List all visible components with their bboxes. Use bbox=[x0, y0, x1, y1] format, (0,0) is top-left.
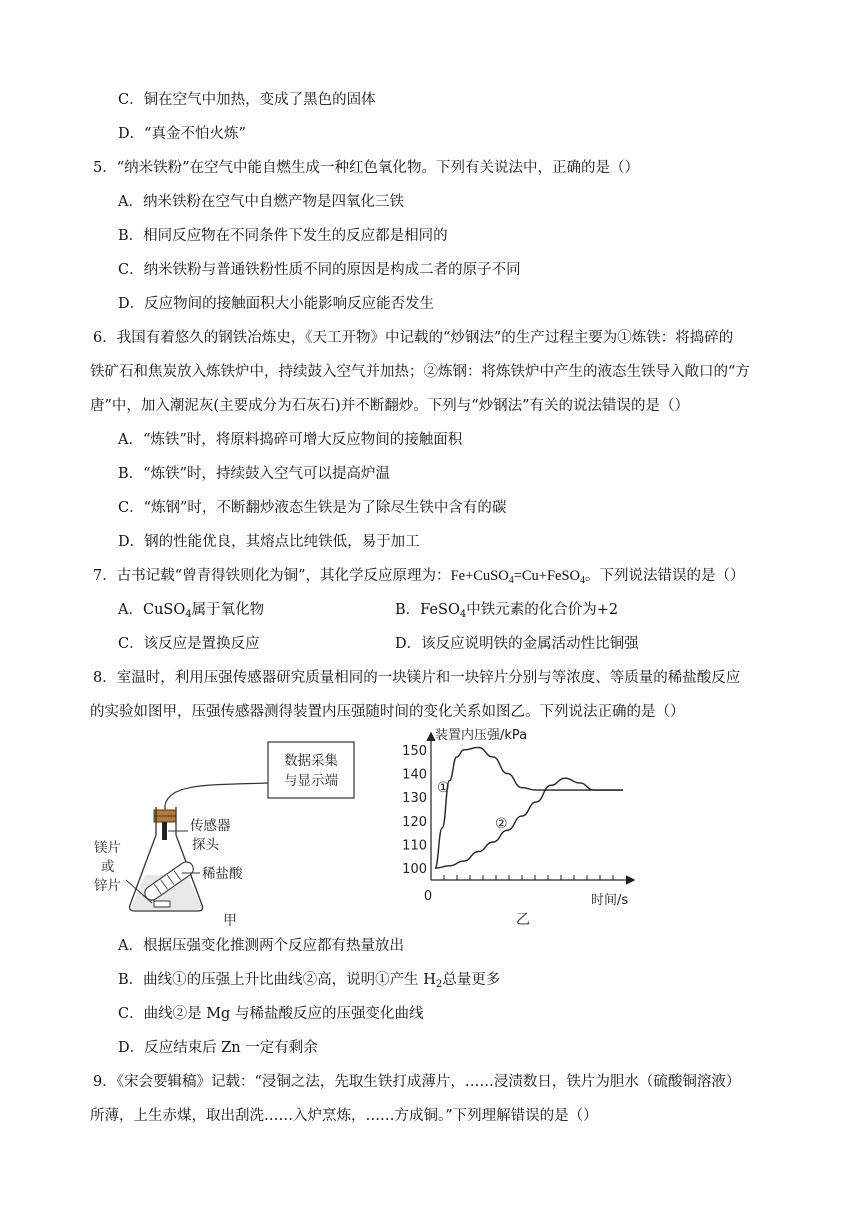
series-line-2 bbox=[435, 778, 623, 868]
metal-label-line3: 锌片 bbox=[94, 878, 121, 894]
q6-option-d: D．钢的性能优良，其熔点比纯铁低，易于加工 bbox=[118, 534, 420, 550]
acid-label: 稀盐酸 bbox=[202, 866, 243, 882]
q5-stem: 5．“纳米铁粉”在空气中能自燃生成一种红色氧化物。下列有关说法中，正确的是（） bbox=[93, 160, 640, 176]
metal-strip bbox=[154, 901, 170, 907]
metal-label-line1: 镁片 bbox=[94, 840, 121, 856]
q6-option-a: A．“炼铁”时，将原料捣碎可增大反应物间的接触面积 bbox=[118, 432, 463, 448]
q8-option-b: B．曲线①的压强上升比曲线②高，说明①产生 $H_2$总量更多 bbox=[118, 972, 501, 990]
q9-stem-line2: 所薄，上生赤煤，取出刮洗……入炉烹炼，……方成铜。”下列理解错误的是（） bbox=[90, 1108, 598, 1124]
y-tick-label: 130 bbox=[402, 791, 427, 807]
curve-1-label: ① bbox=[437, 780, 450, 796]
q6-option-b: B．“炼铁”时，持续鼓入空气可以提高炉温 bbox=[118, 466, 390, 482]
figure-caption-yi: 乙 bbox=[516, 912, 530, 928]
q7-stem bbox=[93, 566, 745, 591]
q8-option-a: A．根据压强变化推测两个反应都有热量放出 bbox=[118, 938, 404, 954]
q9-stem-line1: 9．《宋会要辑稿》记载：“浸铜之法，先取生铁打成薄片，……浸渍数日，铁片为胆水（硫酸铜溶液） bbox=[93, 1074, 741, 1090]
y-tick-label: 120 bbox=[402, 814, 427, 830]
y-tick-label: 100 bbox=[402, 862, 427, 878]
sensor-probe bbox=[162, 822, 167, 840]
q4-option-c: C．铜在空气中加热，变成了黑色的固体 bbox=[118, 92, 376, 108]
q7-equation: Fe+CuSO$_4$=Cu+FeSO$_4$ bbox=[450, 568, 586, 586]
q5-option-c: C．纳米铁粉与普通铁粉性质不同的原因是构成二者的原子不同 bbox=[118, 262, 521, 278]
x-axis-label: 时间/s bbox=[591, 893, 629, 908]
y-axis-label: 装置内压强/kPa bbox=[435, 728, 528, 743]
q5-option-a: A．纳米铁粉在空气中自燃产物是四氧化三铁 bbox=[118, 194, 404, 210]
q7-stem-text: 7．古书记载“曾青得铁则化为铜”，其化学反应原理为： bbox=[93, 568, 451, 584]
q4-option-d: D．“真金不怕火炼” bbox=[118, 126, 246, 142]
q5-option-b: B．相同反应物在不同条件下发生的反应都是相同的 bbox=[118, 228, 448, 244]
q6-option-c: C．“炼钢”时，不断翻炒液态生铁是为了除尽生铁中含有的碳 bbox=[118, 500, 507, 516]
sensor-cable bbox=[165, 783, 268, 810]
figure-apparatus bbox=[90, 735, 370, 935]
q6-stem-line3: 唐”中，加入潮泥灰(主要成分为石灰石)并不断翻炒。下列与“炒钢法”有关的说法错误的是（） bbox=[90, 398, 690, 414]
curve-2-label: ② bbox=[495, 816, 508, 832]
q5-option-d: D．反应物间的接触面积大小能影响反应能否发生 bbox=[118, 296, 435, 312]
origin-label: 0 bbox=[423, 889, 433, 904]
metal-label-line2: 或 bbox=[101, 859, 115, 875]
pressure-chart bbox=[395, 722, 655, 932]
q6-stem-line2: 铁矿石和焦炭放入炼铁炉中，持续鼓入空气并加热；②炼钢：将炼铁炉中产生的液态生铁导入敞口的“方 bbox=[90, 364, 750, 380]
q7-option-b: B．FeSO$_4$中铁元素的化合价为+2 bbox=[395, 602, 619, 620]
figure-caption-jia: 甲 bbox=[223, 913, 237, 929]
q8-option-d: D．反应结束后 Zn 一定有剩余 bbox=[118, 1040, 318, 1056]
sensor-label-line2: 探头 bbox=[192, 837, 219, 853]
q8-stem-line1: 8．室温时，利用压强传感器研究质量相同的一块镁片和一块锌片分别与等浓度、等质量的稀盐酸反应 bbox=[93, 670, 741, 686]
y-tick-label: 150 bbox=[402, 743, 427, 759]
sensor-label-line1: 传感器 bbox=[190, 818, 231, 834]
q7-option-c: C．该反应是置换反应 bbox=[118, 636, 260, 652]
data-display-box bbox=[268, 742, 354, 798]
box-label-line1: 数据采集 bbox=[284, 753, 338, 769]
q7-option-d: D．该反应说明铁的金属活动性比铜强 bbox=[395, 636, 639, 652]
y-tick-label: 110 bbox=[402, 838, 427, 854]
q7-option-a: A．CuSO$_4$属于氧化物 bbox=[118, 602, 265, 620]
q8-option-c: C．曲线②是 Mg 与稀盐酸反应的压强变化曲线 bbox=[118, 1006, 424, 1022]
q6-stem-line1: 6．我国有着悠久的钢铁冶炼史，《天工开物》中记载的“炒钢法”的生产过程主要为①炼铁：将捣碎的 bbox=[93, 330, 734, 346]
y-tick-label: 140 bbox=[402, 767, 427, 783]
q7-stem-question: 。下列说法错误的是（） bbox=[585, 568, 745, 584]
q8-stem-line2: 的实验如图甲，压强传感器测得装置内压强随时间的变化关系如图乙。下列说法正确的是（） bbox=[90, 704, 685, 720]
box-label-line2: 与显示端 bbox=[284, 773, 338, 789]
